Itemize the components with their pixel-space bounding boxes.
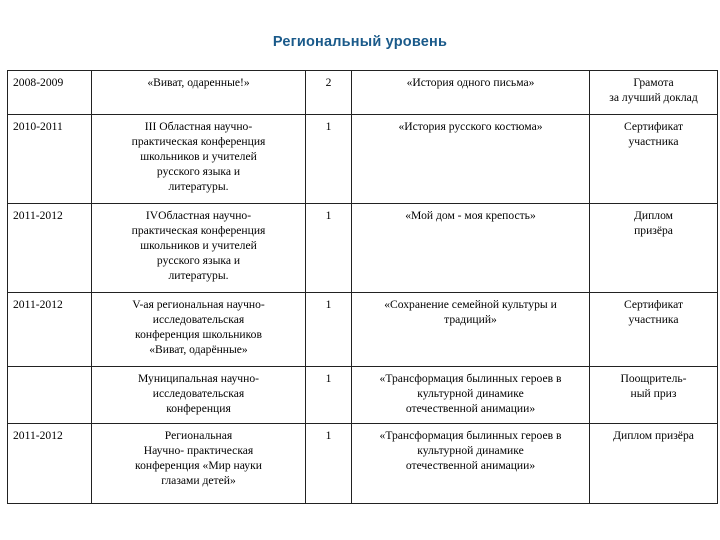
table-row — [8, 367, 718, 424]
result-cell: Сертификат участника — [590, 293, 718, 367]
table-row — [8, 204, 718, 293]
year-cell: 2011-2012 — [8, 293, 92, 367]
event-cell: «Виват, одаренные!» — [92, 71, 306, 115]
year-cell — [8, 367, 92, 424]
topic-cell: «Трансформация былинных героев в культурной динамике отечественной анимации» — [352, 367, 590, 424]
event-cell: V-ая региональная научно- исследовательская конференция школьников «Виват, одарённые» — [92, 293, 306, 367]
event-cell: III Областная научно- практическая конференция школьников и учителей русского языка и литературы. — [92, 115, 306, 204]
result-cell: Диплом призёра — [590, 424, 718, 504]
topic-cell: «Трансформация былинных героев в культурной динамике отечественной анимации» — [352, 424, 590, 504]
grade-cell: 1 — [306, 115, 352, 204]
page-title: Региональный уровень — [272, 34, 448, 50]
event-cell: IVОбластная научно- практическая конференция школьников и учителей русского языка и литературы. — [92, 204, 306, 293]
event-cell: Региональная Научно- практическая конференция «Мир науки глазами детей» — [92, 424, 306, 504]
result-cell: Сертификат участника — [590, 115, 718, 204]
year-cell: 2010-2011 — [8, 115, 92, 204]
year-cell: 2011-2012 — [8, 424, 92, 504]
grade-cell: 1 — [306, 204, 352, 293]
result-cell: Диплом призёра — [590, 204, 718, 293]
grade-cell: 1 — [306, 293, 352, 367]
table-row — [8, 115, 718, 204]
topic-cell: «Сохранение семейной культуры и традиций» — [352, 293, 590, 367]
topic-cell: «История русского костюма» — [352, 115, 590, 204]
grade-cell: 1 — [306, 424, 352, 504]
topic-cell: «История одного письма» — [352, 71, 590, 115]
table-row — [8, 293, 718, 367]
result-cell: Грамота за лучший доклад — [590, 71, 718, 115]
table-row — [8, 424, 718, 504]
event-cell: Муниципальная научно- исследовательская конференция — [92, 367, 306, 424]
year-cell: 2011-2012 — [8, 204, 92, 293]
result-cell: Поощритель- ный приз — [590, 367, 718, 424]
grade-cell: 2 — [306, 71, 352, 115]
year-cell: 2008-2009 — [8, 71, 92, 115]
table-row — [8, 71, 718, 115]
grade-cell: 1 — [306, 367, 352, 424]
awards-table — [7, 70, 718, 504]
topic-cell: «Мой дом - моя крепость» — [352, 204, 590, 293]
